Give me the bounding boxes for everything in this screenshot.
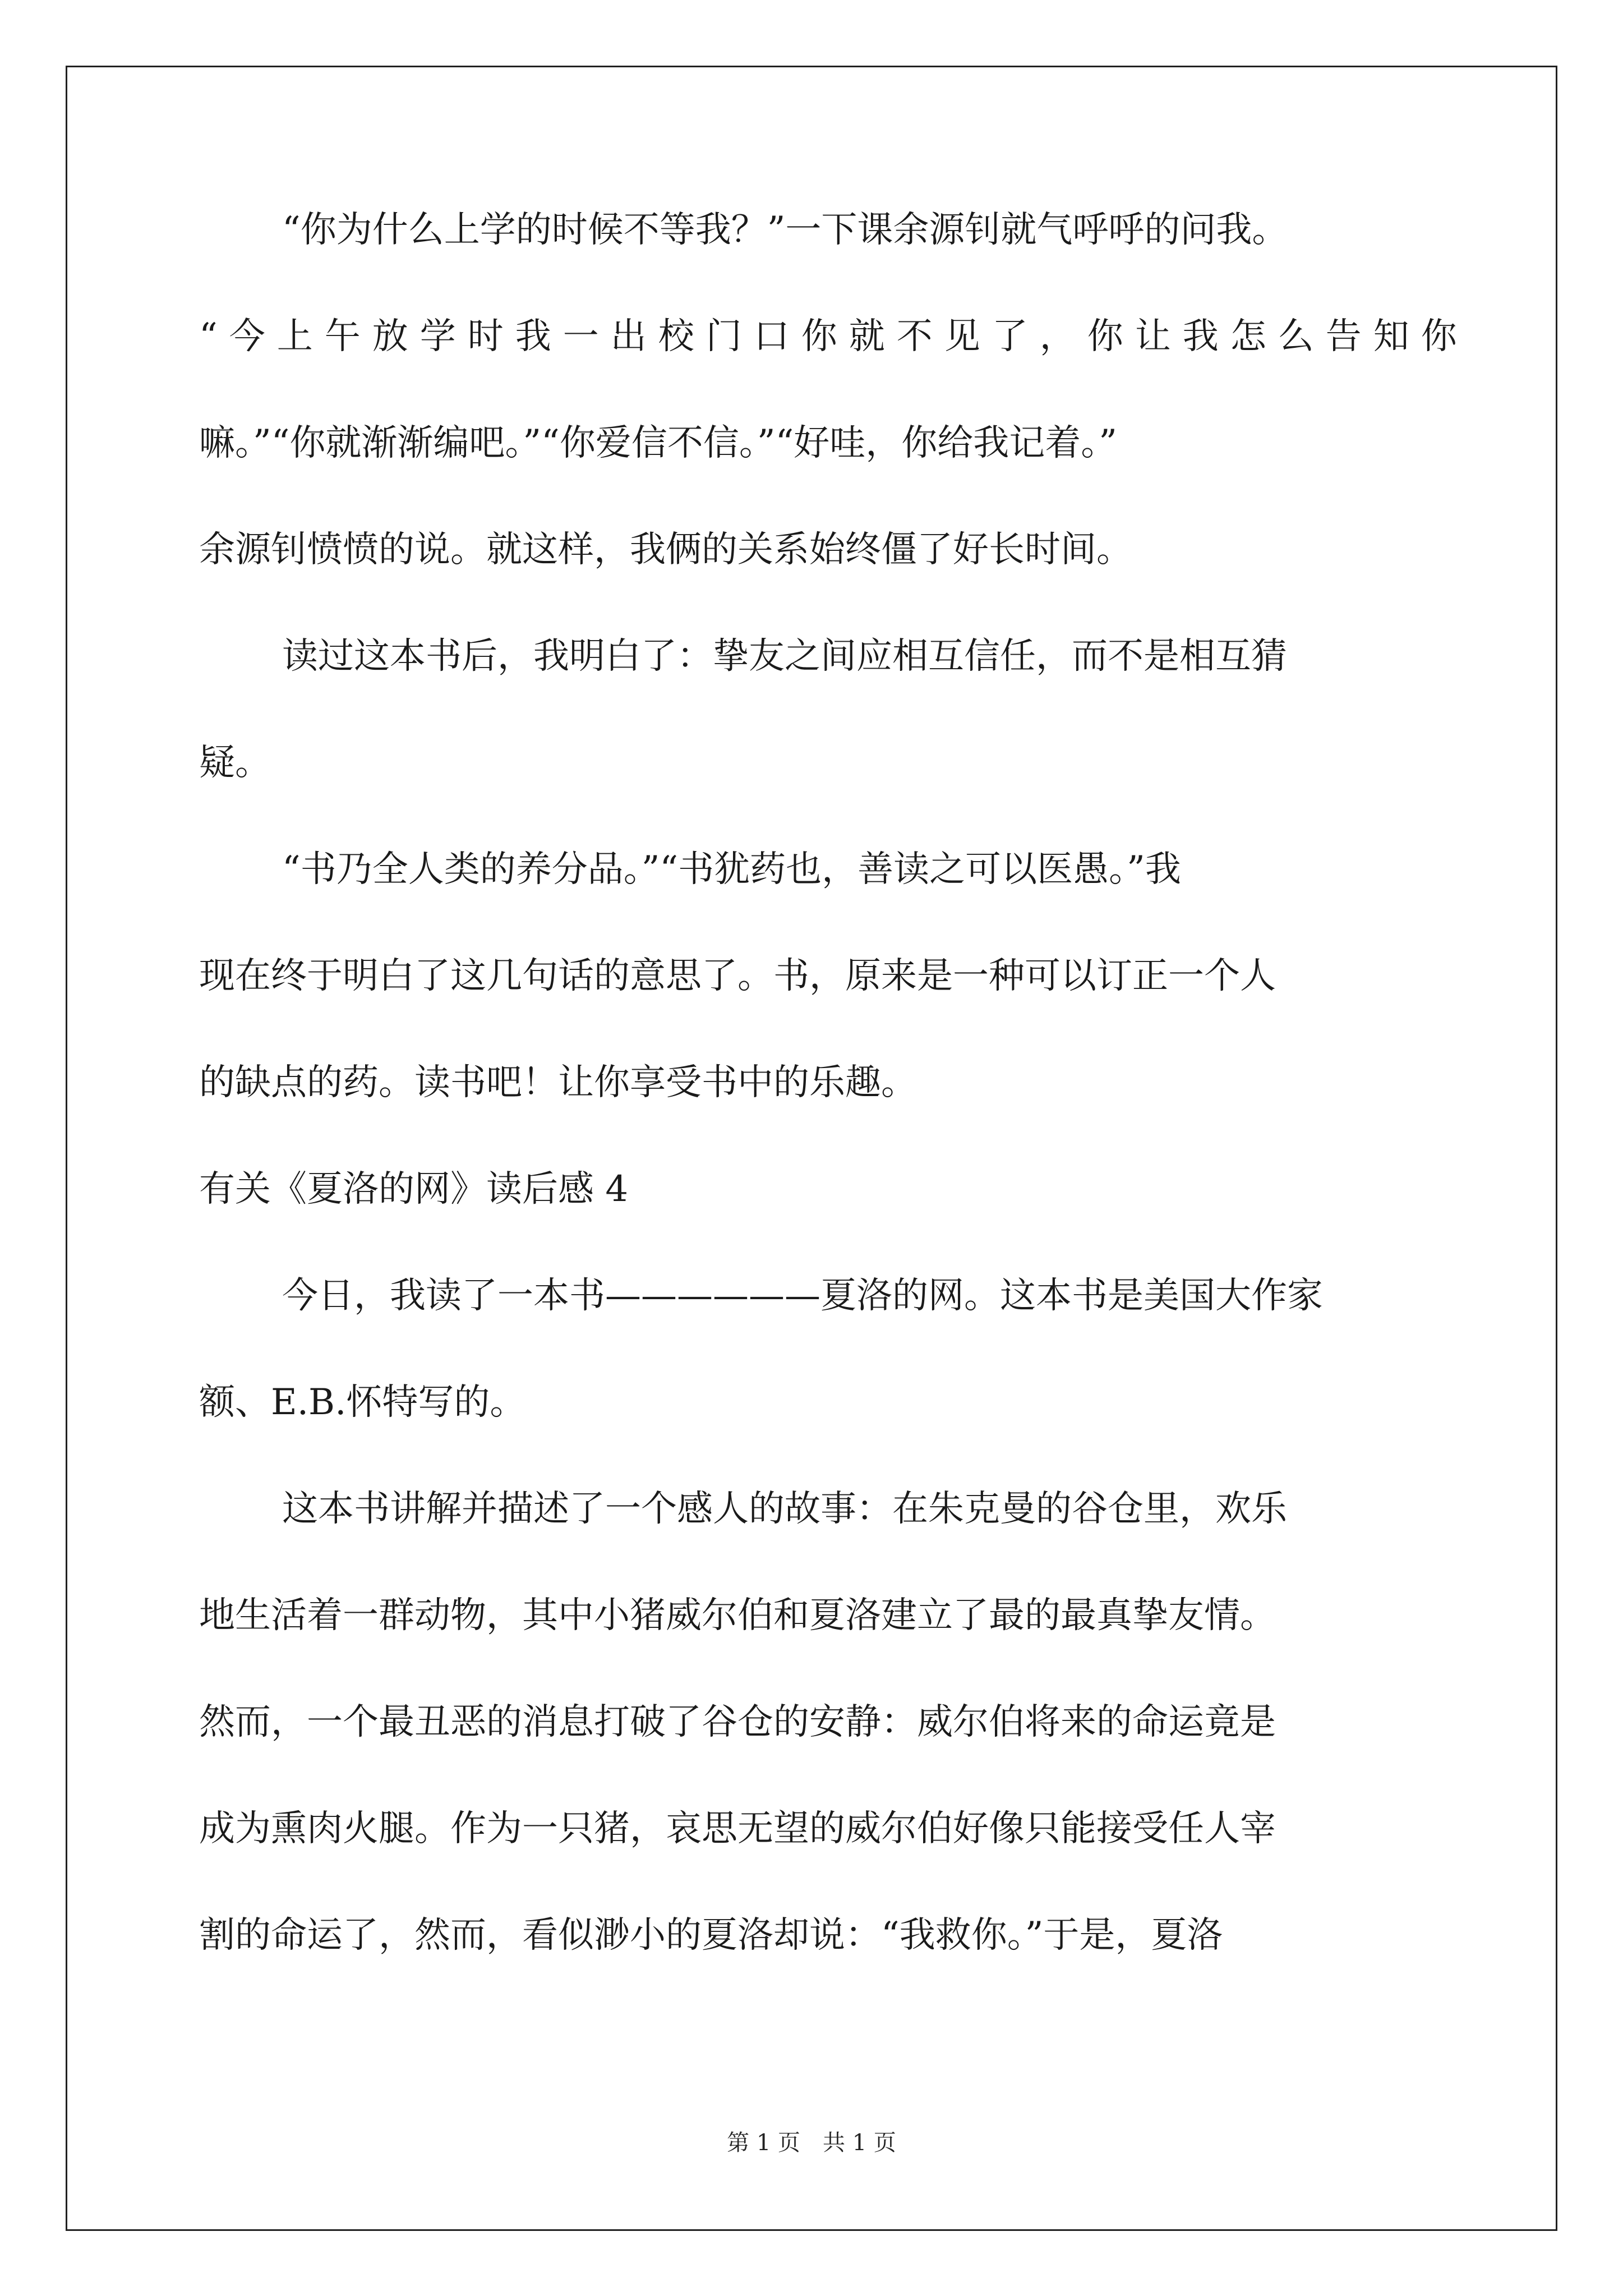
page-number-footer: 第 1 页 共 1 页	[727, 2130, 896, 2156]
paragraph-line: 额、E.B.怀特写的。	[199, 1382, 526, 1423]
paragraph-line: 今日，我读了一本书——————夏洛的网。这本书是美国大作家	[282, 1275, 1323, 1317]
paragraph-line: “今上午放学时我一出校门口你就不见了，你让我怎么告知你	[199, 316, 1469, 357]
paragraph-line: “你为什么上学的时候不等我？”一下课余源钊就气呼呼的问我。	[282, 209, 1288, 251]
section-heading: 有关《夏洛的网》读后感 4	[199, 1168, 629, 1210]
paragraph-line: 读过这本书后，我明白了：挚友之间应相互信任，而不是相互猜	[282, 636, 1287, 677]
paragraph-line: 嘛。”“你就渐渐编吧。”“你爱信不信。”“好哇，你给我记着。”	[199, 422, 1118, 464]
paragraph-line: 余源钊愤愤的说。就这样，我俩的关系始终僵了好长时间。	[199, 529, 1132, 570]
paragraph-line: 割的命运了，然而，看似渺小的夏洛却说：“我救你。”于是，夏洛	[199, 1915, 1223, 1956]
paragraph-line: “书乃全人类的养分品。”“书犹药也，善读之可以医愚。”我	[282, 849, 1181, 890]
page-border	[66, 66, 1557, 2231]
paragraph-line: 现在终于明白了这几句话的意思了。书，原来是一种可以订正一个人	[199, 955, 1276, 997]
paragraph-line: 疑。	[199, 742, 271, 784]
paragraph-line: 这本书讲解并描述了一个感人的故事：在朱克曼的谷仓里，欢乐	[282, 1488, 1287, 1530]
paragraph-line: 的缺点的药。读书吧！让你享受书中的乐趣。	[199, 1062, 917, 1103]
paragraph-line: 成为熏肉火腿。作为一只猪，哀思无望的威尔伯好像只能接受任人宰	[199, 1808, 1276, 1849]
paragraph-line: 地生活着一群动物，其中小猪威尔伯和夏洛建立了最的最真挚友情。	[199, 1595, 1276, 1636]
paragraph-line: 然而，一个最丑恶的消息打破了谷仓的安静：威尔伯将来的命运竟是	[199, 1701, 1276, 1743]
